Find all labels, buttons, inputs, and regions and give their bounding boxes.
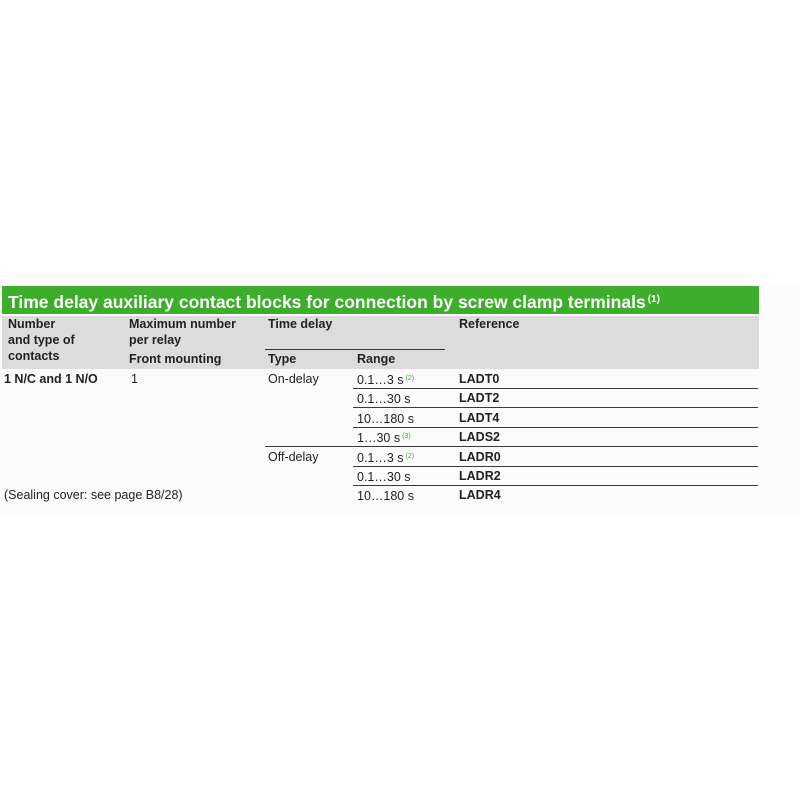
- cell-type-off-delay: Off-delay: [268, 450, 319, 464]
- footer-note: (Sealing cover: see page B8/28): [4, 488, 183, 502]
- range-value: 0.1…30 s: [357, 470, 411, 484]
- row-divider: [353, 485, 758, 486]
- header-range: Range: [357, 352, 396, 366]
- row-divider: [353, 466, 758, 467]
- range-value: 10…180 s: [357, 412, 414, 426]
- range-footnote-ref: (3): [402, 433, 411, 440]
- table-title-text: Time delay auxiliary contact blocks for connection by screw clamp terminals: [8, 292, 646, 312]
- cell-range: [357, 410, 416, 427]
- header-line: Maximum number: [129, 317, 236, 331]
- cell-reference: LADT0: [459, 372, 500, 386]
- cell-range: [357, 390, 413, 407]
- cell-max-count: 1: [131, 372, 138, 386]
- header-line: and type of: [8, 333, 75, 347]
- header-line: Number: [8, 317, 56, 331]
- cell-range: [357, 487, 416, 504]
- row-divider: [353, 407, 758, 408]
- range-footnote-ref: (2): [405, 453, 415, 460]
- product-table: [0, 286, 800, 516]
- title-footnote-ref: (1): [647, 294, 660, 305]
- header-max-number: [129, 316, 236, 348]
- header-line: contacts: [8, 349, 60, 363]
- header-type: Type: [268, 352, 297, 366]
- header-reference: Reference: [459, 317, 520, 331]
- cell-reference: LADS2: [459, 430, 500, 444]
- row-divider: [353, 427, 758, 428]
- group-divider: [265, 446, 758, 447]
- header-divider: [265, 349, 445, 350]
- cell-range: [357, 371, 414, 388]
- cell-range: [357, 468, 413, 485]
- range-value: 0.1…3 s: [357, 373, 404, 387]
- header-front-mounting: Front mounting: [129, 352, 222, 366]
- cell-reference: LADR4: [459, 488, 501, 502]
- table-title: [2, 286, 759, 314]
- range-value: 1…30 s: [357, 431, 401, 445]
- cell-reference: LADR0: [459, 450, 501, 464]
- cell-type-on-delay: On-delay: [268, 372, 319, 386]
- cell-reference: LADR2: [459, 469, 501, 483]
- range-value: 0.1…3 s: [357, 451, 404, 465]
- header-time-delay: Time delay: [268, 317, 333, 331]
- cell-range: [357, 449, 414, 466]
- cell-reference: LADT2: [459, 391, 500, 405]
- header-line: per relay: [129, 333, 182, 347]
- cell-contacts: 1 N/C and 1 N/O: [4, 372, 98, 386]
- cell-reference: LADT4: [459, 411, 500, 425]
- range-value: 10…180 s: [357, 489, 414, 503]
- cell-range: [357, 429, 411, 446]
- header-number-type: [8, 316, 75, 364]
- row-divider: [353, 388, 758, 389]
- range-value: 0.1…30 s: [357, 392, 411, 406]
- range-footnote-ref: (2): [405, 375, 415, 382]
